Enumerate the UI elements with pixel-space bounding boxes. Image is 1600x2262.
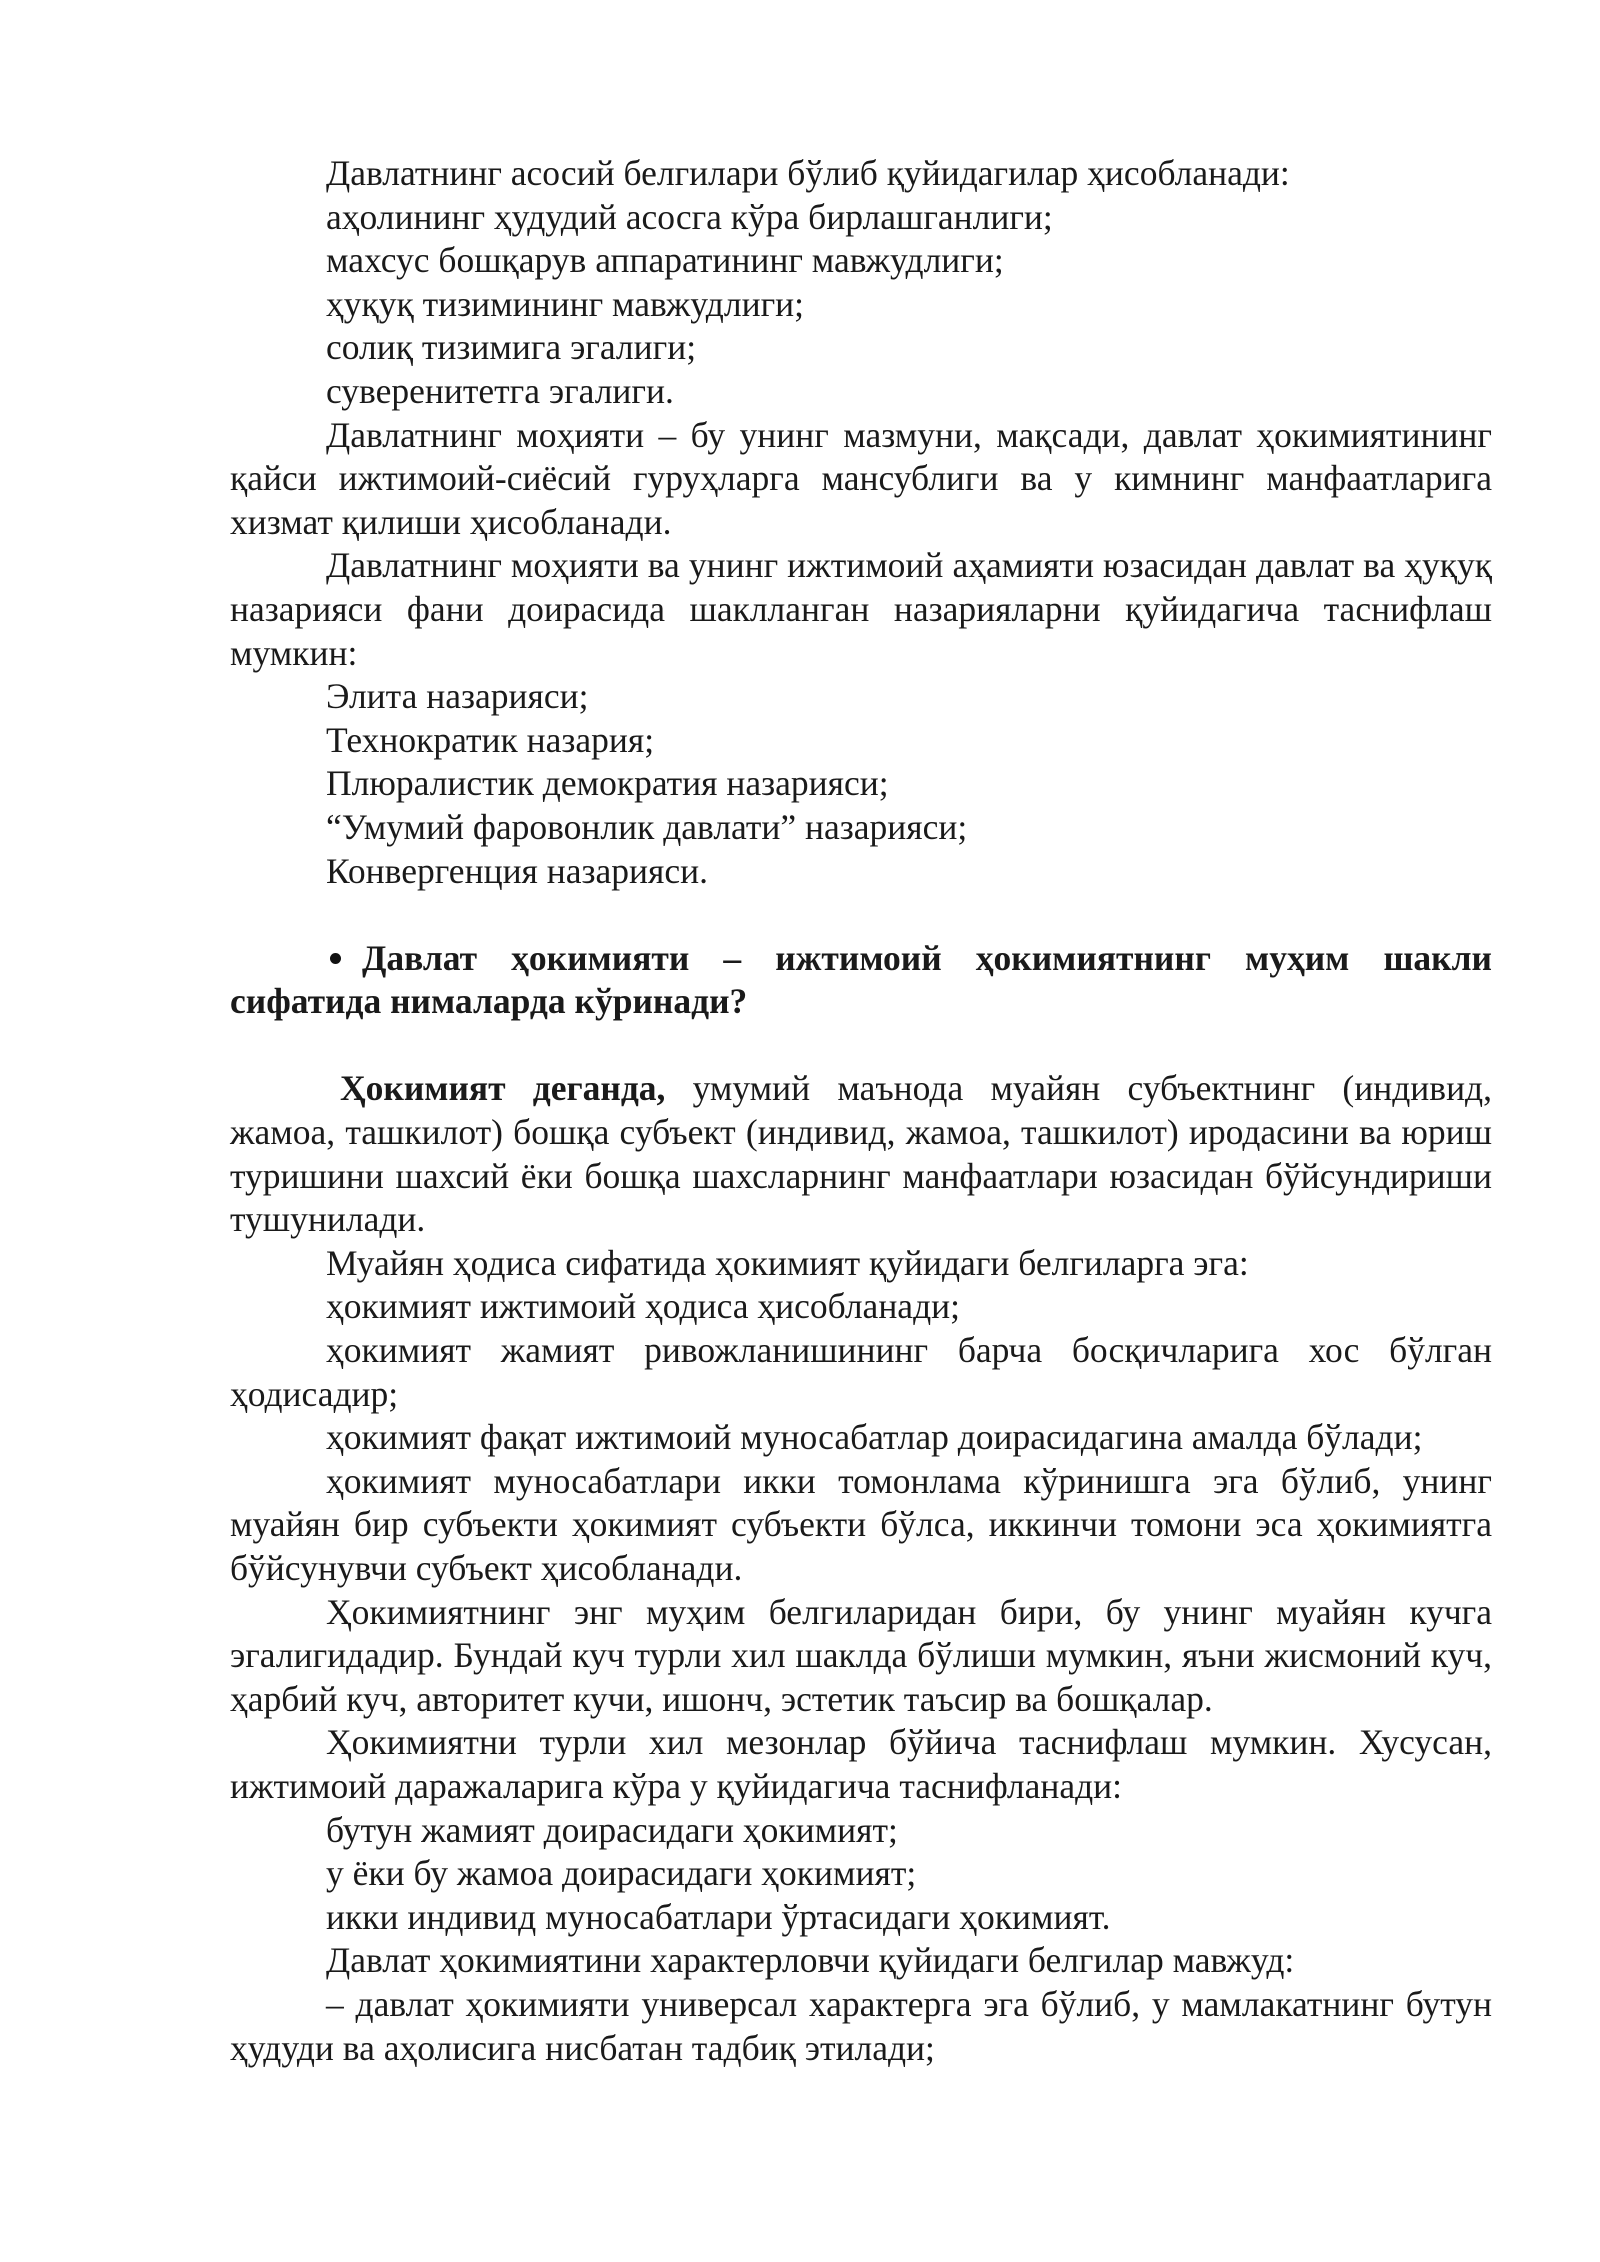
state-feature-item: махсус бошқарув аппаратининг мавжудлиги; — [326, 240, 1004, 281]
power-features-intro: Муайян ҳодиса сифатида ҳокимият қуйидаги белгиларга эга: — [326, 1242, 1249, 1283]
state-features-intro: Давлатнинг асосий белгилари бўлиб қуйидагилар ҳисобланади: — [326, 153, 1290, 193]
theory-item: Конвергенция назарияси. — [326, 850, 709, 891]
state-feature-item: солиқ тизимига эгалиги; — [326, 327, 697, 368]
state-feature-item: ҳуқуқ тизимининг мавжудлиги; — [326, 283, 805, 324]
state-power-intro: Давлат ҳокимиятини характерловчи қуйидаги белгилар мавжуд: — [326, 1940, 1295, 1981]
state-feature-item: суверенитетга эгалиги. — [326, 370, 674, 411]
power-level-item: икки индивид муносабатлари ўртасидаги ҳокимият. — [326, 1896, 1111, 1937]
power-feature-item: ҳокимият жамият ривожланишининг барча босқичларига хос бўлган ҳодисадир; — [230, 1330, 1492, 1414]
theory-item: “Умумий фаровонлик давлати” назарияси; — [326, 806, 968, 847]
spacer — [230, 893, 1492, 937]
power-level-item: бутун жамият доирасидаги ҳокимият; — [326, 1809, 898, 1850]
power-feature-item: ҳокимият ижтимоий ҳодиса ҳисобланади; — [326, 1286, 960, 1327]
section-heading-text: Давлат ҳокимияти – ижтимоий ҳокимиятнинг муҳим шакли сифатида нималарда кўринади? — [230, 937, 1492, 1022]
power-feature-item: ҳокимият фақат ижтимоий муносабатлар доирасидагина амалда бўлади; — [326, 1417, 1423, 1458]
power-level-item: у ёки бу жамоа доирасидаги ҳокимият; — [326, 1853, 917, 1894]
state-power-item: – давлат ҳокимияти универсал характерга эга бўлиб, у мамлакатнинг бутун ҳудуди ва аҳолисига нисбатан тадбиқ этилади; — [230, 1983, 1492, 2068]
power-force-paragraph: Ҳокимиятнинг энг муҳим белгиларидан бири, бу унинг муайян кучга эгалигидадир. Бундай куч турли хил шаклда бўлиши мумкин, яъни жисмоний куч, ҳарбий куч, авторитет кучи, ишонч, эстетик таъсир ва бошқалар. — [230, 1591, 1492, 1719]
bullet-icon — [326, 937, 362, 981]
power-definition-paragraph — [230, 1067, 1492, 1241]
theories-paragraph: Давлатнинг моҳияти ва унинг ижтимоий аҳамияти юзасидан давлат ва ҳуқуқ назарияси фани доирасида шаклланган назарияларни қуйидагича таснифлаш мумкин: — [230, 545, 1492, 673]
power-definition-text: умумий маънода муайян субъектнинг (индивид, жамоа, ташкилот) бошқа субъект (индивид, жамоа, ташкилот) иродасини ва юриш туришини шахсий ёки бошқа шахсларнинг манфаатлари юзасидан бўйсундириши тушунилади. — [230, 1068, 1492, 1240]
power-feature-item: ҳокимият муносабатлари икки томонлама кўринишга эга бўлиб, унинг муайян бир субъекти ҳокимият субъекти бўлса, иккинчи томони эса ҳокимиятга бўйсунувчи субъект ҳисобланади. — [230, 1460, 1492, 1588]
theory-item: Элита назарияси; — [326, 676, 589, 717]
section-heading — [230, 937, 1492, 1024]
theory-item: Технократик назария; — [326, 719, 655, 760]
spacer — [230, 1024, 1492, 1068]
essence-paragraph: Давлатнинг моҳияти – бу унинг мазмуни, мақсади, давлат ҳокимиятининг қайси ижтимоий-сиёсий гуруҳларга мансублиги ва у кимнинг манфаатларига хизмат қилиши ҳисобланади. — [230, 414, 1492, 542]
power-classify-paragraph: Ҳокимиятни турли хил мезонлар бўйича таснифлаш мумкин. Хусусан, ижтимоий даражаларига кўра у қуйидагича таснифланади: — [230, 1722, 1492, 1806]
power-definition-lead: Ҳокимият деганда, — [340, 1068, 666, 1109]
theory-item: Плюралистик демократия назарияси; — [326, 763, 889, 804]
state-feature-item: аҳолининг ҳудудий асосга кўра бирлашганлиги; — [326, 196, 1053, 237]
